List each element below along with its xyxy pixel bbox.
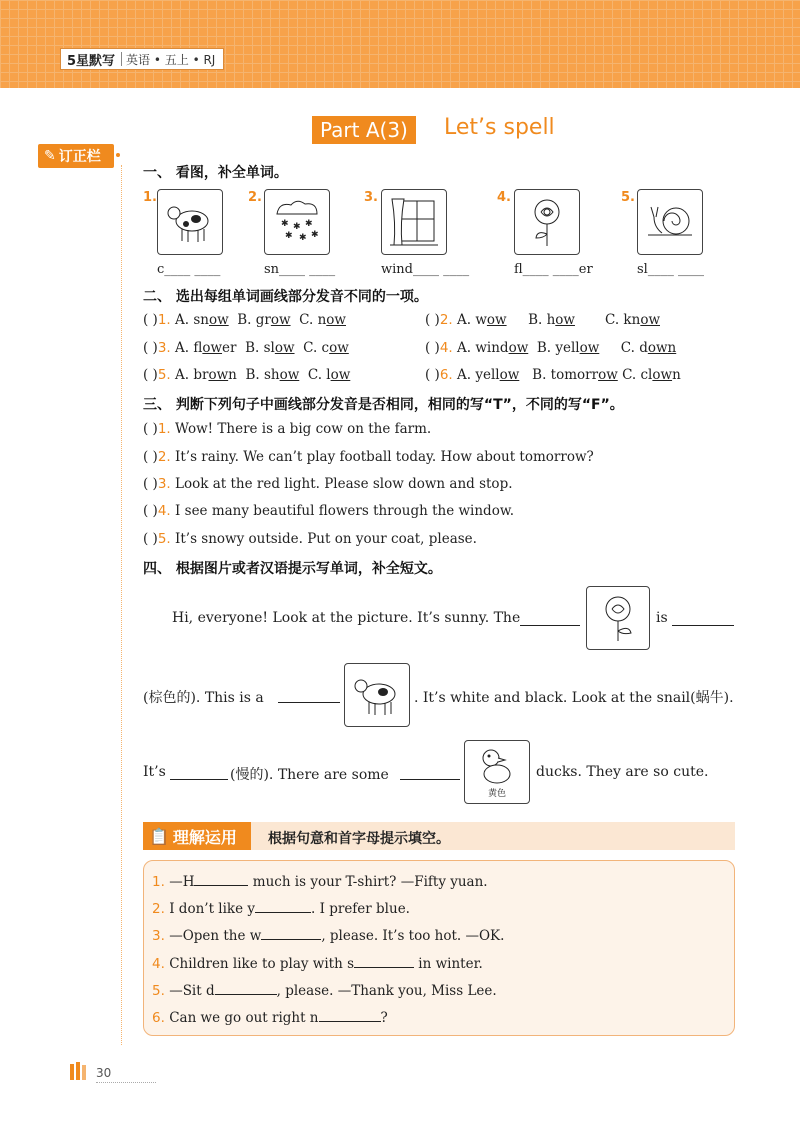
svg-text:✱: ✱ [299, 233, 307, 243]
section4-heading: 四、 根据图片或者汉语提示写单词，补全短文。 [143, 561, 442, 577]
s5-row-5: 5. —Sit d , please. —Thank you, Miss Lee. [152, 983, 497, 999]
s2-row-3: ( )3. A. flower B. slow C. cow [143, 340, 349, 356]
rose-flower-icon [514, 189, 580, 255]
page-title: Let’s spell [444, 115, 555, 140]
window-icon [381, 189, 447, 255]
s2-row-5: ( )5. A. brown B. show C. low [143, 367, 351, 383]
margin-line [121, 165, 122, 1045]
rose-flower-icon [586, 586, 650, 650]
s3-row-2: ( )2. It’s rainy. We can’t play football today. How about tomorrow? [143, 449, 594, 465]
svg-text:✱: ✱ [281, 219, 289, 229]
section5-heading: 根据句意和首字母提示填空。 [268, 831, 450, 847]
s1-prompt-2: sn____ ____ [264, 262, 336, 277]
page-header [0, 0, 800, 88]
section5-tag-label: 理解运用 [172, 827, 237, 847]
s1-prompt-4: fl____ ____er [514, 262, 593, 277]
page-number: 30 [96, 1066, 112, 1080]
svg-text:✱: ✱ [293, 222, 301, 232]
s1-num-5: 5. [621, 190, 635, 205]
s4-blank-5[interactable] [400, 764, 460, 780]
s4-line3-c: ducks. They are so cute. [536, 764, 709, 780]
s2-row-1: ( )1. A. snow B. grow C. now [143, 312, 346, 328]
duck-caption: 黄色 [487, 788, 506, 799]
s5-row-3: 3. —Open the w , please. It’s too hot. —OK. [152, 928, 505, 944]
s1-prompt-3: wind____ ____ [381, 262, 470, 277]
s4-blank-1[interactable] [520, 610, 580, 626]
s4-line1-a: Hi, everyone! Look at the picture. It’s sunny. The [172, 610, 521, 626]
s1-prompt-1: c____ ____ [157, 262, 221, 277]
cow-icon [157, 189, 223, 255]
s2-row-6: ( )6. A. yellow B. tomorrow C. clown [425, 367, 681, 383]
s4-blank-2[interactable] [672, 610, 734, 626]
s2-row-4: ( )4. A. window B. yellow C. down [425, 340, 677, 356]
s3-row-1: ( )1. Wow! There is a big cow on the farm. [143, 421, 432, 437]
notebook-icon: 📋 [149, 826, 169, 846]
s1-num-3: 3. [364, 190, 378, 205]
s4-blank-3[interactable] [278, 687, 340, 703]
s2-row-2: ( )2. A. wow B. how C. know [425, 312, 660, 328]
snow-cloud-icon [264, 189, 330, 255]
pencil-icon: ✎ [44, 148, 56, 164]
books-icon [68, 1060, 92, 1080]
s4-line1-b: is [656, 610, 668, 626]
correction-column-tag [38, 144, 114, 168]
book-brand: 5星默写 [67, 53, 116, 69]
section3-heading: 三、 判断下列句子中画线部分发音是否相同，相同的写“T”，不同的写“F”。 [143, 397, 624, 413]
s1-num-2: 2. [248, 190, 262, 205]
s4-blank-4[interactable] [170, 764, 228, 780]
section1-heading: 一、 看图，补全单词。 [143, 165, 288, 181]
s1-num-1: 1. [143, 190, 157, 205]
correction-column-label: 订正栏 [58, 149, 101, 165]
s4-line3-b: (慢的). There are some [230, 767, 389, 783]
s4-line3-a: It’s [143, 764, 166, 780]
part-badge: Part A(3) [312, 116, 416, 144]
duck-icon [464, 740, 530, 804]
footer-line [96, 1082, 156, 1083]
s5-row-2: 2. I don’t like y . I prefer blue. [152, 901, 410, 917]
s5-row-1: 1. —H much is your T-shirt? —Fifty yuan. [152, 874, 488, 890]
s4-line2-a: (棕色的). This is a [143, 690, 264, 706]
cow-icon [344, 663, 410, 727]
svg-text:✱: ✱ [285, 231, 293, 241]
section2-heading: 二、 选出每组单词画线部分发音不同的一项。 [143, 289, 428, 305]
tag-dot [116, 153, 120, 157]
s1-prompt-5: sl____ ____ [637, 262, 704, 277]
s3-row-5: ( )5. It’s snowy outside. Put on your coat, please. [143, 531, 477, 547]
book-label [60, 48, 224, 70]
s3-row-4: ( )4. I see many beautiful flowers through the window. [143, 503, 515, 519]
section5-tag [143, 822, 251, 850]
s5-row-4: 4. Children like to play with s in winter. [152, 956, 483, 972]
s1-num-4: 4. [497, 190, 511, 205]
snail-icon [637, 189, 703, 255]
s3-row-3: ( )3. Look at the red light. Please slow down and stop. [143, 476, 513, 492]
svg-text:✱: ✱ [311, 230, 319, 240]
svg-text:✱: ✱ [305, 219, 313, 229]
s5-row-6: 6. Can we go out right n ? [152, 1010, 388, 1026]
book-subtitle: 英语 • 五上 • RJ [126, 52, 216, 67]
s4-line2-b: . It’s white and black. Look at the snail(蜗牛). [414, 690, 734, 706]
